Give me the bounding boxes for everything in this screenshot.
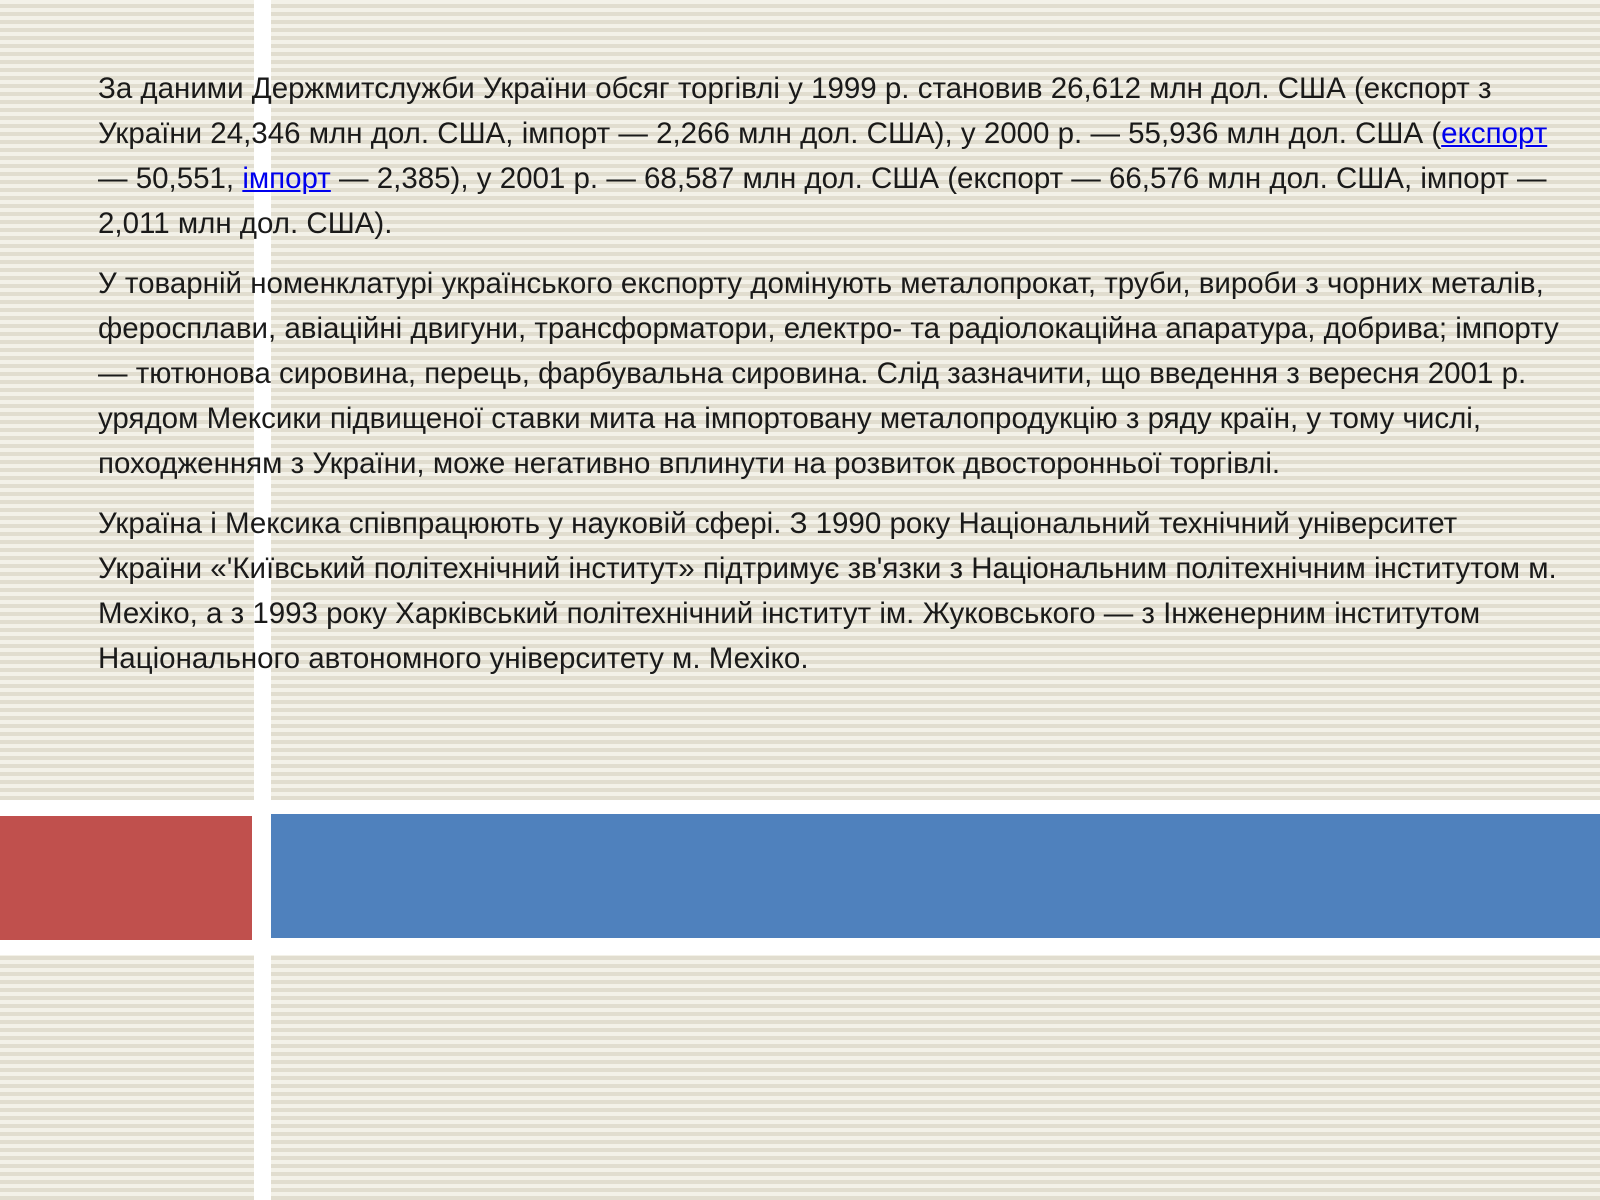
paragraph-text: За даними Держмитслужби України обсяг торгівлі у 1999 р. становив 26,612 млн дол. США (експорт з України 24,346 млн дол. США, імпорт — 2,266 млн дол. США), у 2000 р. — 55,936 млн дол. США ( <box>98 72 1492 150</box>
paragraph-science-cooperation: Україна і Мексика співпрацюють у науковій сфері. З 1990 року Національний технічний університет України «'Київський політехнічний інститут» підтримує зв'язки з Національним політехнічним інститутом м. Мехіко, а з 1993 року Харківський політехнічний інститут ім. Жуковського — з Інженерним інститутом Національного автономного університету м. Мехіко. <box>98 507 1557 675</box>
decorative-blue-block <box>271 814 1600 938</box>
import-link[interactable]: імпорт <box>242 162 331 195</box>
paragraph-text: — 2,385), у 2001 р. — 68,587 млн дол. США (експорт — 66,576 млн дол. США, імпорт — 2,011 млн дол. США). <box>98 162 1547 240</box>
slide-body-text <box>98 66 1568 696</box>
paragraph-text: — 50,551, <box>98 162 243 195</box>
paragraph-trade-volume <box>98 66 1568 246</box>
export-link[interactable]: експорт <box>1441 117 1548 150</box>
paragraph-export-structure: У товарній номенклатурі українського експорту домінують металопрокат, труби, вироби з чорних металів, феросплави, авіаційні двигуни, трансформатори, електро- та радіолокаційна апаратура, добрива; імпорту — тютюнова сировина, перець, фарбувальна сировина. Слід зазначити, що введення з вересня 2001 р. урядом Мексики підвищеної ставки мита на імпортовану металопродукцію з ряду країн, у тому числі, походженням з України, може негативно вплинути на розвиток двосторонньої торгівлі. <box>98 267 1559 480</box>
decorative-red-block <box>0 816 252 940</box>
